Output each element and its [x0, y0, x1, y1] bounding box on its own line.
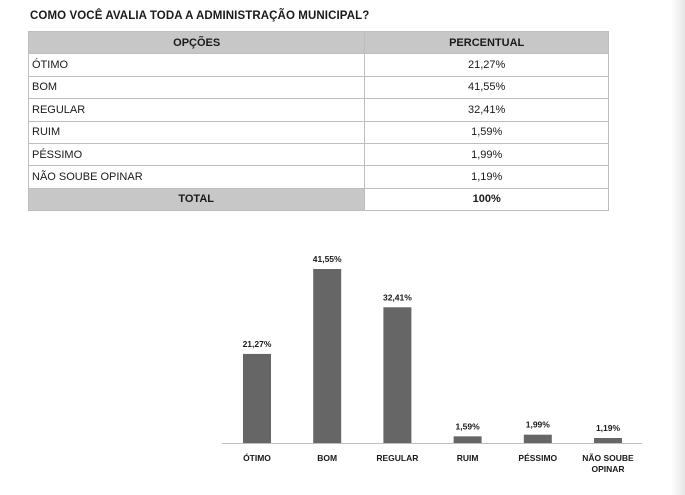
option-cell: BOM — [29, 76, 365, 98]
bar — [313, 269, 341, 443]
percent-cell: 1,99% — [365, 143, 609, 165]
total-label-cell: TOTAL — [29, 188, 365, 210]
percent-cell: 41,55% — [365, 76, 609, 98]
bar — [243, 354, 271, 443]
option-cell: PÉSSIMO — [29, 143, 365, 165]
option-cell: REGULAR — [29, 99, 365, 121]
bar — [594, 438, 622, 443]
option-cell: ÓTIMO — [29, 54, 365, 76]
bar — [524, 435, 552, 443]
option-cell: NÃO SOUBE OPINAR — [29, 166, 365, 188]
data-label: 1,99% — [525, 419, 550, 430]
category-label: PÉSSIMO — [518, 453, 558, 463]
category-label: RUIM — [456, 453, 479, 463]
category-label: BOM — [317, 453, 338, 463]
column-header-percent: PERCENTUAL — [365, 32, 609, 54]
bar — [454, 436, 482, 443]
option-cell: RUIM — [29, 121, 365, 143]
category-label: REGULAR — [376, 453, 419, 463]
bar — [383, 307, 411, 443]
page-title: COMO VOCÊ AVALIA TODA A ADMINISTRAÇÃO MUNICIPAL? — [30, 10, 370, 22]
data-label: 1,19% — [595, 423, 621, 434]
data-label: 21,27% — [242, 338, 272, 349]
data-label: 1,59% — [455, 421, 480, 432]
category-label: NÃO SOUBE OPINAR — [582, 453, 634, 474]
data-label: 41,55% — [312, 254, 342, 264]
percent-cell: 32,41% — [365, 99, 609, 121]
percent-cell: 21,27% — [365, 54, 609, 76]
percent-cell: 1,59% — [365, 121, 609, 143]
total-value-cell: 100% — [365, 188, 609, 210]
percent-cell: 1,19% — [365, 166, 609, 188]
column-header-options: OPÇÕES — [29, 32, 365, 54]
category-label: ÓTIMO — [243, 453, 271, 463]
data-label: 32,41% — [382, 292, 412, 303]
